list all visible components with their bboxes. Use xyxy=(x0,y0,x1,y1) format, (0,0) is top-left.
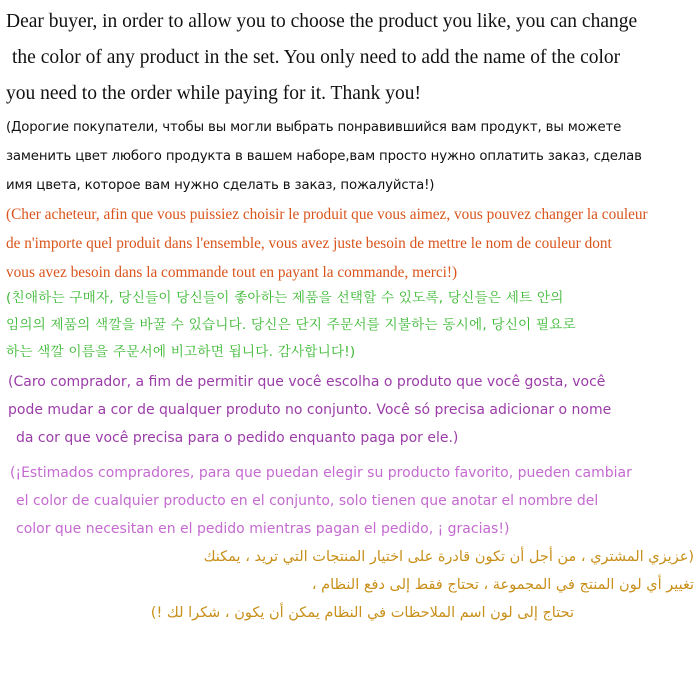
french-line-1: (Cher acheteur, afin que vous puissiez choisir le produit que vous aimez, vous pouvez changer la couleur xyxy=(6,206,648,223)
english-line-1: Dear buyer, in order to allow you to choose the product you like, you can change xyxy=(6,11,638,32)
spanish-line-1: (¡Estimados compradores, para que puedan elegir su producto favorito, pueden cambiar xyxy=(10,465,632,481)
russian-line-3: имя цвета, которое вам нужно сделать в заказ, пожалуйста!) xyxy=(6,178,435,193)
spanish-line-3: color que necesitan en el pedido mientras pagan el pedido, ¡ gracias!) xyxy=(16,521,510,537)
arabic-notice xyxy=(10,543,694,627)
portuguese-notice xyxy=(8,368,698,452)
spanish-notice xyxy=(10,459,700,543)
portuguese-line-3: da cor que você precisa para o pedido enquanto paga por ele.) xyxy=(16,430,459,446)
russian-notice xyxy=(6,113,696,200)
french-notice xyxy=(6,200,696,287)
arabic-line-3: تحتاج إلى لون اسم الملاحظات في النظام يمكن أن يكون ، شكرا لك !) xyxy=(150,605,574,621)
korean-line-3: 하는 색깔 이름을 주문서에 비고하면 됩니다. 감사합니다!) xyxy=(6,344,356,360)
russian-line-2: заменить цвет любого продукта в вашем наборе,вам просто нужно оплатить заказ, сделав xyxy=(6,149,642,164)
english-notice xyxy=(6,4,696,112)
korean-line-1: (친애하는 구매자, 당신들이 당신들이 좋아하는 제품을 선택할 수 있도록, 당신들은 세트 안의 xyxy=(6,290,564,306)
english-line-2: the color of any product in the set. You only need to add the name of the color xyxy=(12,47,621,68)
korean-notice xyxy=(6,285,696,366)
portuguese-line-1: (Caro comprador, a fim de permitir que você escolha o produto que você gosta, você xyxy=(8,374,606,390)
russian-line-1: (Дорогие покупатели, чтобы вы могли выбрать понравившийся вам продукт, вы можете xyxy=(6,120,622,135)
french-line-2: de n'importe quel produit dans l'ensemble, vous avez juste besoin de mettre le nom de couleur dont xyxy=(6,235,612,252)
french-line-3: vous avez besoin dans la commande tout en payant la commande, merci!) xyxy=(6,264,458,281)
arabic-line-1: (عزيزي المشتري ، من أجل أن تكون قادرة على اختيار المنتجات التي تريد ، يمكنك xyxy=(203,549,694,565)
spanish-line-2: el color de cualquier producto en el conjunto, solo tienen que anotar el nombre del xyxy=(16,493,599,509)
korean-line-2: 임의의 제품의 색깔을 바꿀 수 있습니다. 당신은 단지 주문서를 지불하는 동시에, 당신이 필요로 xyxy=(6,317,576,333)
arabic-line-2: تغيير أي لون المنتج في المجموعة ، تحتاج فقط إلى دفع النظام ، xyxy=(311,577,694,593)
portuguese-line-2: pode mudar a cor de qualquer produto no conjunto. Você só precisa adicionar o nome xyxy=(8,402,612,418)
english-line-3: you need to the order while paying for it. Thank you! xyxy=(6,83,421,104)
